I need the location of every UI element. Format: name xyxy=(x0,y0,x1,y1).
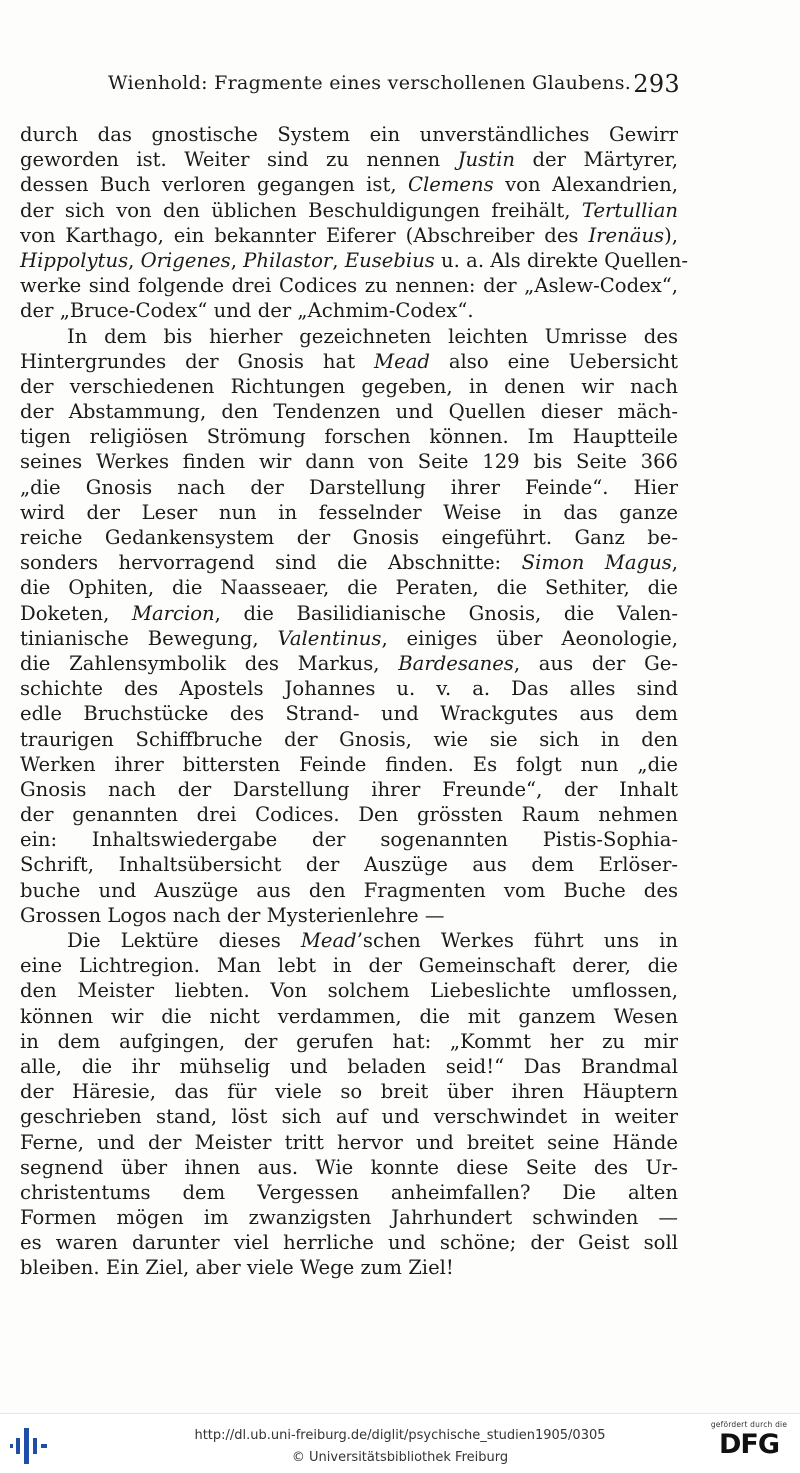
text-line: traurigen Schiffbruche der Gnosis, wie sie sich in den xyxy=(20,727,678,751)
italic-name: Simon Magus xyxy=(521,551,672,575)
italic-name: Mead xyxy=(300,929,357,952)
text-line: die Ophiten, die Naasseaer, die Peraten, die Sethiter, die xyxy=(20,576,678,600)
text-line: seines Werkes finden wir dann von Seite 129 bis Seite 366 xyxy=(20,450,678,474)
text-line: der sich von den üblichen Beschuldigungen freihält, Tertullian xyxy=(20,198,678,222)
body-text xyxy=(20,122,688,1281)
text-line: der verschiedenen Richtungen gegeben, in denen wir nach xyxy=(20,374,678,398)
text-line: in dem aufgingen, der gerufen hat: „Kommt her zu mir xyxy=(20,1029,678,1053)
text-line: Doketen, Marcion, die Basilidianische Gnosis, die Valen- xyxy=(20,601,678,625)
text-line: schichte des Apostels Johannes u. v. a. Das alles sind xyxy=(20,677,678,701)
text-line: Ferne, und der Meister tritt hervor und breitet seine Hände xyxy=(20,1130,678,1154)
text-line: tinianische Bewegung, Valentinus, einiges über Aeonologie, xyxy=(20,626,678,650)
text-line: von Karthago, ein bekannter Eiferer (Abschreiber des Irenäus), xyxy=(20,223,678,247)
text-line: werke sind folgende drei Codices zu nennen: der „Aslew-Codex“, xyxy=(20,274,678,298)
text-line: der Abstammung, den Tendenzen und Quellen dieser mäch- xyxy=(20,400,678,424)
text-line: den Meister liebten. Von solchem Liebeslichte umflossen, xyxy=(20,979,678,1003)
text-line: reiche Gedankensystem der Gnosis eingeführt. Ganz be- xyxy=(20,526,678,549)
text-line: eine Lichtregion. Man lebt in der Gemeinschaft derer, die xyxy=(20,954,678,978)
page-number: 293 xyxy=(633,70,680,98)
dfg-caption: gefördert durch die xyxy=(710,1420,788,1429)
italic-name: Justin xyxy=(457,148,515,172)
dfg-logo[interactable] xyxy=(704,1420,794,1468)
text-line: edle Bruchstücke des Strand- und Wrackgutes aus dem xyxy=(20,702,678,726)
text-line: Hippolytus, Origenes, Philastor, Eusebius u. a. Als direkte Quellen- xyxy=(20,248,688,272)
text-line: Die Lektüre dieses Mead’schen Werkes führt uns in xyxy=(67,929,678,952)
text-line: Hintergrundes der Gnosis hat Mead also eine Uebersicht xyxy=(20,349,679,373)
text-line: Werken ihrer bittersten Feinde finden. Es folgt nun „die xyxy=(20,752,678,776)
italic-name: Marcion xyxy=(131,601,215,625)
text-line: der genannten drei Codices. Den grössten Raum nehmen xyxy=(20,803,678,827)
text-line: wird der Leser nun in fesselnder Weise in das ganze xyxy=(20,500,678,524)
text-line: dessen Buch verloren gegangen ist, Clemens von Alexandrien, xyxy=(20,173,678,197)
italic-name: Mead xyxy=(374,349,430,373)
page-header xyxy=(22,62,680,102)
text-line: der Häresie, das für viele so breit über ihren Häuptern xyxy=(20,1080,678,1104)
text-line: die Zahlensymbolik des Markus, Bardesanes, aus der Ge- xyxy=(20,651,678,675)
text-line: bleiben. Ein Ziel, aber viele Wege zum Ziel! xyxy=(20,1256,454,1280)
text-line: Gnosis nach der Darstellung ihrer Freunde“, der Inhalt xyxy=(20,777,678,801)
italic-name: Eusebius xyxy=(344,248,435,272)
italic-name: Clemens xyxy=(407,173,494,197)
text-line: geworden ist. Weiter sind zu nennen Justin der Märtyrer, xyxy=(20,148,678,172)
text-line: „die Gnosis nach der Darstellung ihrer Feinde“. Hier xyxy=(20,475,678,499)
text-line: segnend über ihnen aus. Wie konnte diese Seite des Ur- xyxy=(20,1155,678,1179)
text-line: der „Bruce-Codex“ und der „Achmim-Codex“. xyxy=(20,299,474,323)
italic-name: Tertullian xyxy=(581,198,678,222)
italic-name: Irenäus xyxy=(588,223,665,247)
permalink-url[interactable]: http://dl.ub.uni-freiburg.de/diglit/psychische_studien1905/0305 xyxy=(194,1428,606,1443)
italic-name: Philastor xyxy=(243,248,333,272)
text-line: christentums dem Vergessen anheimfallen? Die alten xyxy=(20,1180,678,1204)
viewer-footer xyxy=(0,1413,800,1473)
text-line: können wir die nicht verdammen, die mit ganzem Wesen xyxy=(20,1004,678,1028)
italic-name: Valentinus xyxy=(277,626,382,650)
italic-name: Origenes xyxy=(140,248,231,272)
running-title: Wienhold: Fragmente eines verschollenen Glaubens. xyxy=(108,72,632,94)
text-line: alle, die ihr mühselig und beladen seid!“ Das Brandmal xyxy=(20,1054,678,1078)
text-line: es waren darunter viel herrliche und schöne; der Geist soll xyxy=(20,1231,678,1255)
text-line: Formen mögen im zwanzigsten Jahrhundert schwinden — xyxy=(20,1206,678,1230)
text-line: buche und Auszüge aus den Fragmenten vom Buche des xyxy=(20,878,678,902)
text-line: sonders hervorragend sind die Abschnitte: Simon Magus, xyxy=(20,551,678,575)
text-line: durch das gnostische System ein unverständliches Gewirr xyxy=(20,123,678,146)
italic-name: Hippolytus xyxy=(20,248,129,272)
text-line: tigen religiösen Strömung forschen können. Im Hauptteile xyxy=(20,425,678,449)
text-line: ein: Inhaltswiedergabe der sogenannten Pistis-Sophia- xyxy=(20,828,678,852)
text-line: Grossen Logos nach der Mysterienlehre — xyxy=(20,903,445,927)
italic-name: Bardesanes xyxy=(398,651,514,675)
text-line: Schrift, Inhaltsübersicht der Auszüge aus dem Erlöser- xyxy=(20,853,678,877)
dfg-logo-text: DFG xyxy=(718,1429,780,1460)
text-line: geschrieben stand, löst sich auf und verschwindet in weiter xyxy=(20,1105,678,1129)
text-line: In dem bis hierher gezeichneten leichten Umrisse des xyxy=(67,324,678,348)
copyright-notice: © Universitätsbibliothek Freiburg xyxy=(291,1450,509,1465)
